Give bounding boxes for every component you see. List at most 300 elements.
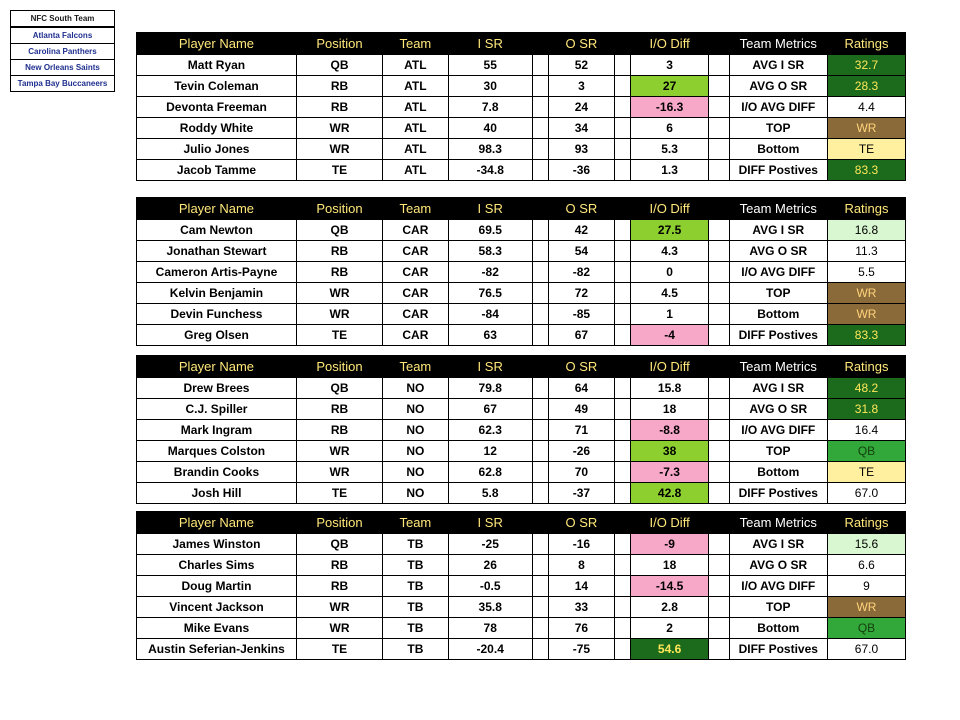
team-cell: ATL (383, 76, 449, 97)
header-isr: I SR (448, 198, 532, 220)
position-cell: RB (296, 555, 382, 576)
io-diff-cell: -14.5 (631, 576, 709, 597)
io-diff-cell: 4.5 (631, 283, 709, 304)
osr-cell: 70 (549, 462, 615, 483)
rating-cell: 4.4 (827, 97, 905, 118)
osr-cell: 54 (549, 241, 615, 262)
team-cell: ATL (383, 97, 449, 118)
header-gap (614, 512, 630, 534)
header-osr: O SR (549, 33, 615, 55)
rating-cell: 15.6 (827, 534, 905, 555)
gap-cell (709, 378, 730, 399)
team-metric-label: AVG I SR (729, 220, 827, 241)
header-gap (709, 356, 730, 378)
osr-cell: -82 (549, 262, 615, 283)
gap-cell (532, 597, 548, 618)
header-diff: I/O Diff (631, 33, 709, 55)
gap-cell (532, 576, 548, 597)
rating-cell: WR (827, 597, 905, 618)
isr-cell: -82 (448, 262, 532, 283)
team-cell: TB (383, 555, 449, 576)
position-cell: TE (296, 483, 382, 504)
io-diff-cell: 27.5 (631, 220, 709, 241)
player-name-cell: Roddy White (137, 118, 297, 139)
rating-cell: 28.3 (827, 76, 905, 97)
header-gap (532, 356, 548, 378)
gap-cell (614, 639, 630, 660)
team-metric-label: TOP (729, 283, 827, 304)
team-cell: CAR (383, 241, 449, 262)
table-row (137, 534, 906, 555)
header-diff: I/O Diff (631, 512, 709, 534)
nav-title: NFC South Team (10, 10, 115, 27)
isr-cell: -20.4 (448, 639, 532, 660)
header-team-metrics: Team Metrics (729, 512, 827, 534)
gap-cell (532, 441, 548, 462)
player-name-cell: Matt Ryan (137, 55, 297, 76)
io-diff-cell: -9 (631, 534, 709, 555)
io-diff-cell: -7.3 (631, 462, 709, 483)
osr-cell: -26 (549, 441, 615, 462)
header-team-metrics: Team Metrics (729, 33, 827, 55)
gap-cell (614, 534, 630, 555)
gap-cell (614, 283, 630, 304)
team-cell: TB (383, 576, 449, 597)
header-team-metrics: Team Metrics (729, 356, 827, 378)
gap-cell (532, 262, 548, 283)
osr-cell: 42 (549, 220, 615, 241)
table-row (137, 97, 906, 118)
gap-cell (709, 262, 730, 283)
osr-cell: 64 (549, 378, 615, 399)
rating-cell: TE (827, 462, 905, 483)
table-row (137, 441, 906, 462)
gap-cell (614, 618, 630, 639)
rating-cell: TE (827, 139, 905, 160)
table-row (137, 576, 906, 597)
isr-cell: -0.5 (448, 576, 532, 597)
team-cell: ATL (383, 118, 449, 139)
table-row (137, 76, 906, 97)
nav-link-tampa-bay-buccaneers[interactable]: Tampa Bay Buccaneers (10, 75, 115, 92)
rating-cell: 31.8 (827, 399, 905, 420)
table-row (137, 618, 906, 639)
rating-cell: 9 (827, 576, 905, 597)
table-row (137, 555, 906, 576)
isr-cell: 58.3 (448, 241, 532, 262)
gap-cell (709, 55, 730, 76)
header-row (137, 512, 906, 534)
header-osr: O SR (549, 356, 615, 378)
gap-cell (709, 576, 730, 597)
gap-cell (614, 220, 630, 241)
player-name-cell: James Winston (137, 534, 297, 555)
gap-cell (709, 304, 730, 325)
gap-cell (614, 555, 630, 576)
gap-cell (709, 241, 730, 262)
position-cell: TE (296, 160, 382, 181)
team-cell: NO (383, 462, 449, 483)
io-diff-cell: 0 (631, 262, 709, 283)
player-name-cell: Kelvin Benjamin (137, 283, 297, 304)
team-metric-label: AVG O SR (729, 241, 827, 262)
team-cell: TB (383, 534, 449, 555)
gap-cell (532, 399, 548, 420)
team-table-tb (136, 511, 906, 660)
table-row (137, 160, 906, 181)
rating-cell: 32.7 (827, 55, 905, 76)
header-team: Team (383, 356, 449, 378)
gap-cell (614, 597, 630, 618)
osr-cell: -85 (549, 304, 615, 325)
gap-cell (614, 420, 630, 441)
table-row (137, 220, 906, 241)
osr-cell: 14 (549, 576, 615, 597)
isr-cell: -84 (448, 304, 532, 325)
player-name-cell: Drew Brees (137, 378, 297, 399)
player-name-cell: Doug Martin (137, 576, 297, 597)
io-diff-cell: 18 (631, 555, 709, 576)
position-cell: RB (296, 97, 382, 118)
team-metric-label: DIFF Postives (729, 639, 827, 660)
gap-cell (709, 618, 730, 639)
isr-cell: 55 (448, 55, 532, 76)
position-cell: WR (296, 597, 382, 618)
position-cell: RB (296, 576, 382, 597)
gap-cell (709, 97, 730, 118)
player-name-cell: Vincent Jackson (137, 597, 297, 618)
player-name-cell: Cam Newton (137, 220, 297, 241)
rating-cell: 6.6 (827, 555, 905, 576)
gap-cell (532, 283, 548, 304)
team-cell: ATL (383, 139, 449, 160)
gap-cell (532, 139, 548, 160)
gap-cell (709, 534, 730, 555)
player-name-cell: Devin Funchess (137, 304, 297, 325)
osr-cell: 71 (549, 420, 615, 441)
osr-cell: 67 (549, 325, 615, 346)
gap-cell (532, 325, 548, 346)
player-name-cell: Mike Evans (137, 618, 297, 639)
header-player: Player Name (137, 512, 297, 534)
osr-cell: 8 (549, 555, 615, 576)
io-diff-cell: 2.8 (631, 597, 709, 618)
team-metric-label: Bottom (729, 462, 827, 483)
team-cell: NO (383, 483, 449, 504)
osr-cell: 52 (549, 55, 615, 76)
player-name-cell: Greg Olsen (137, 325, 297, 346)
rating-cell: 5.5 (827, 262, 905, 283)
position-cell: WR (296, 441, 382, 462)
gap-cell (614, 462, 630, 483)
nav-link-new-orleans-saints[interactable]: New Orleans Saints (10, 59, 115, 76)
isr-cell: 40 (448, 118, 532, 139)
team-metric-label: AVG I SR (729, 378, 827, 399)
isr-cell: 78 (448, 618, 532, 639)
isr-cell: 76.5 (448, 283, 532, 304)
header-ratings: Ratings (827, 356, 905, 378)
player-name-cell: Brandin Cooks (137, 462, 297, 483)
header-osr: O SR (549, 512, 615, 534)
team-table-car (136, 197, 906, 346)
rating-cell: 83.3 (827, 325, 905, 346)
isr-cell: 67 (448, 399, 532, 420)
gap-cell (709, 420, 730, 441)
team-cell: CAR (383, 304, 449, 325)
gap-cell (614, 378, 630, 399)
team-metric-label: DIFF Postives (729, 160, 827, 181)
player-name-cell: Josh Hill (137, 483, 297, 504)
isr-cell: 98.3 (448, 139, 532, 160)
io-diff-cell: 6 (631, 118, 709, 139)
position-cell: WR (296, 618, 382, 639)
header-team-metrics: Team Metrics (729, 198, 827, 220)
rating-cell: 83.3 (827, 160, 905, 181)
header-isr: I SR (448, 356, 532, 378)
gap-cell (614, 55, 630, 76)
table-row (137, 597, 906, 618)
header-position: Position (296, 512, 382, 534)
gap-cell (709, 160, 730, 181)
player-name-cell: Jacob Tamme (137, 160, 297, 181)
io-diff-cell: 54.6 (631, 639, 709, 660)
position-cell: QB (296, 378, 382, 399)
gap-cell (709, 597, 730, 618)
gap-cell (709, 462, 730, 483)
table-row (137, 483, 906, 504)
position-cell: RB (296, 420, 382, 441)
gap-cell (709, 399, 730, 420)
io-diff-cell: 38 (631, 441, 709, 462)
header-isr: I SR (448, 512, 532, 534)
position-cell: RB (296, 241, 382, 262)
team-metric-label: AVG O SR (729, 399, 827, 420)
header-gap (614, 356, 630, 378)
team-cell: CAR (383, 325, 449, 346)
isr-cell: 62.3 (448, 420, 532, 441)
gap-cell (709, 76, 730, 97)
osr-cell: -75 (549, 639, 615, 660)
io-diff-cell: -16.3 (631, 97, 709, 118)
gap-cell (614, 139, 630, 160)
header-ratings: Ratings (827, 512, 905, 534)
rating-cell: WR (827, 304, 905, 325)
isr-cell: 79.8 (448, 378, 532, 399)
header-team: Team (383, 198, 449, 220)
header-row (137, 33, 906, 55)
isr-cell: 5.8 (448, 483, 532, 504)
header-team: Team (383, 512, 449, 534)
header-ratings: Ratings (827, 198, 905, 220)
gap-cell (614, 76, 630, 97)
isr-cell: -34.8 (448, 160, 532, 181)
gap-cell (532, 378, 548, 399)
position-cell: TE (296, 639, 382, 660)
nav-link-carolina-panthers[interactable]: Carolina Panthers (10, 43, 115, 60)
header-gap (614, 198, 630, 220)
header-gap (532, 33, 548, 55)
isr-cell: 7.8 (448, 97, 532, 118)
gap-cell (614, 399, 630, 420)
player-name-cell: Devonta Freeman (137, 97, 297, 118)
position-cell: QB (296, 220, 382, 241)
io-diff-cell: 18 (631, 399, 709, 420)
table-row (137, 304, 906, 325)
header-row (137, 198, 906, 220)
gap-cell (532, 618, 548, 639)
header-osr: O SR (549, 198, 615, 220)
team-cell: TB (383, 618, 449, 639)
io-diff-cell: 27 (631, 76, 709, 97)
gap-cell (709, 325, 730, 346)
gap-cell (709, 639, 730, 660)
team-metric-label: TOP (729, 597, 827, 618)
osr-cell: 72 (549, 283, 615, 304)
position-cell: RB (296, 262, 382, 283)
team-metric-label: DIFF Postives (729, 325, 827, 346)
nav-link-atlanta-falcons[interactable]: Atlanta Falcons (10, 27, 115, 44)
team-metric-label: AVG I SR (729, 534, 827, 555)
position-cell: RB (296, 399, 382, 420)
player-name-cell: Charles Sims (137, 555, 297, 576)
position-cell: TE (296, 325, 382, 346)
gap-cell (532, 483, 548, 504)
osr-cell: -16 (549, 534, 615, 555)
gap-cell (532, 55, 548, 76)
rating-cell: QB (827, 618, 905, 639)
table-row (137, 639, 906, 660)
header-diff: I/O Diff (631, 356, 709, 378)
rating-cell: 16.4 (827, 420, 905, 441)
isr-cell: 69.5 (448, 220, 532, 241)
table-row (137, 420, 906, 441)
player-name-cell: Tevin Coleman (137, 76, 297, 97)
isr-cell: 62.8 (448, 462, 532, 483)
header-row (137, 356, 906, 378)
team-cell: NO (383, 378, 449, 399)
table-row (137, 139, 906, 160)
team-metric-label: DIFF Postives (729, 483, 827, 504)
team-table-no (136, 355, 906, 504)
position-cell: QB (296, 55, 382, 76)
team-metric-label: Bottom (729, 618, 827, 639)
team-metric-label: Bottom (729, 304, 827, 325)
rating-cell: WR (827, 283, 905, 304)
header-gap (614, 33, 630, 55)
header-isr: I SR (448, 33, 532, 55)
team-metric-label: AVG O SR (729, 555, 827, 576)
osr-cell: -37 (549, 483, 615, 504)
player-name-cell: Mark Ingram (137, 420, 297, 441)
isr-cell: 63 (448, 325, 532, 346)
gap-cell (709, 555, 730, 576)
io-diff-cell: -8.8 (631, 420, 709, 441)
io-diff-cell: 5.3 (631, 139, 709, 160)
team-metric-label: I/O AVG DIFF (729, 97, 827, 118)
header-ratings: Ratings (827, 33, 905, 55)
table-row (137, 118, 906, 139)
gap-cell (532, 76, 548, 97)
gap-cell (614, 118, 630, 139)
gap-cell (614, 241, 630, 262)
rating-cell: 48.2 (827, 378, 905, 399)
team-metric-label: I/O AVG DIFF (729, 262, 827, 283)
io-diff-cell: 1.3 (631, 160, 709, 181)
team-cell: NO (383, 420, 449, 441)
osr-cell: 24 (549, 97, 615, 118)
isr-cell: 30 (448, 76, 532, 97)
player-name-cell: Marques Colston (137, 441, 297, 462)
io-diff-cell: 3 (631, 55, 709, 76)
gap-cell (532, 534, 548, 555)
team-metric-label: TOP (729, 441, 827, 462)
team-metric-label: AVG I SR (729, 55, 827, 76)
header-gap (709, 198, 730, 220)
gap-cell (709, 483, 730, 504)
position-cell: WR (296, 462, 382, 483)
header-gap (532, 512, 548, 534)
team-nav (10, 10, 115, 92)
player-name-cell: C.J. Spiller (137, 399, 297, 420)
gap-cell (532, 555, 548, 576)
table-row (137, 399, 906, 420)
position-cell: WR (296, 283, 382, 304)
position-cell: RB (296, 76, 382, 97)
table-row (137, 378, 906, 399)
gap-cell (532, 420, 548, 441)
gap-cell (532, 220, 548, 241)
team-cell: NO (383, 441, 449, 462)
header-position: Position (296, 356, 382, 378)
team-cell: NO (383, 399, 449, 420)
team-cell: TB (383, 597, 449, 618)
osr-cell: 33 (549, 597, 615, 618)
team-cell: CAR (383, 262, 449, 283)
team-metric-label: Bottom (729, 139, 827, 160)
osr-cell: 3 (549, 76, 615, 97)
team-metric-label: I/O AVG DIFF (729, 576, 827, 597)
gap-cell (614, 441, 630, 462)
gap-cell (709, 283, 730, 304)
player-name-cell: Austin Seferian-Jenkins (137, 639, 297, 660)
rating-cell: 67.0 (827, 639, 905, 660)
isr-cell: 12 (448, 441, 532, 462)
gap-cell (532, 97, 548, 118)
io-diff-cell: 4.3 (631, 241, 709, 262)
io-diff-cell: 2 (631, 618, 709, 639)
osr-cell: 76 (549, 618, 615, 639)
player-name-cell: Cameron Artis-Payne (137, 262, 297, 283)
team-cell: TB (383, 639, 449, 660)
team-metric-label: TOP (729, 118, 827, 139)
isr-cell: 26 (448, 555, 532, 576)
header-gap (709, 33, 730, 55)
io-diff-cell: 1 (631, 304, 709, 325)
isr-cell: 35.8 (448, 597, 532, 618)
gap-cell (709, 441, 730, 462)
table-row (137, 283, 906, 304)
gap-cell (532, 639, 548, 660)
gap-cell (532, 118, 548, 139)
gap-cell (614, 97, 630, 118)
header-position: Position (296, 198, 382, 220)
gap-cell (709, 220, 730, 241)
io-diff-cell: -4 (631, 325, 709, 346)
rating-cell: QB (827, 441, 905, 462)
rating-cell: WR (827, 118, 905, 139)
position-cell: QB (296, 534, 382, 555)
header-diff: I/O Diff (631, 198, 709, 220)
